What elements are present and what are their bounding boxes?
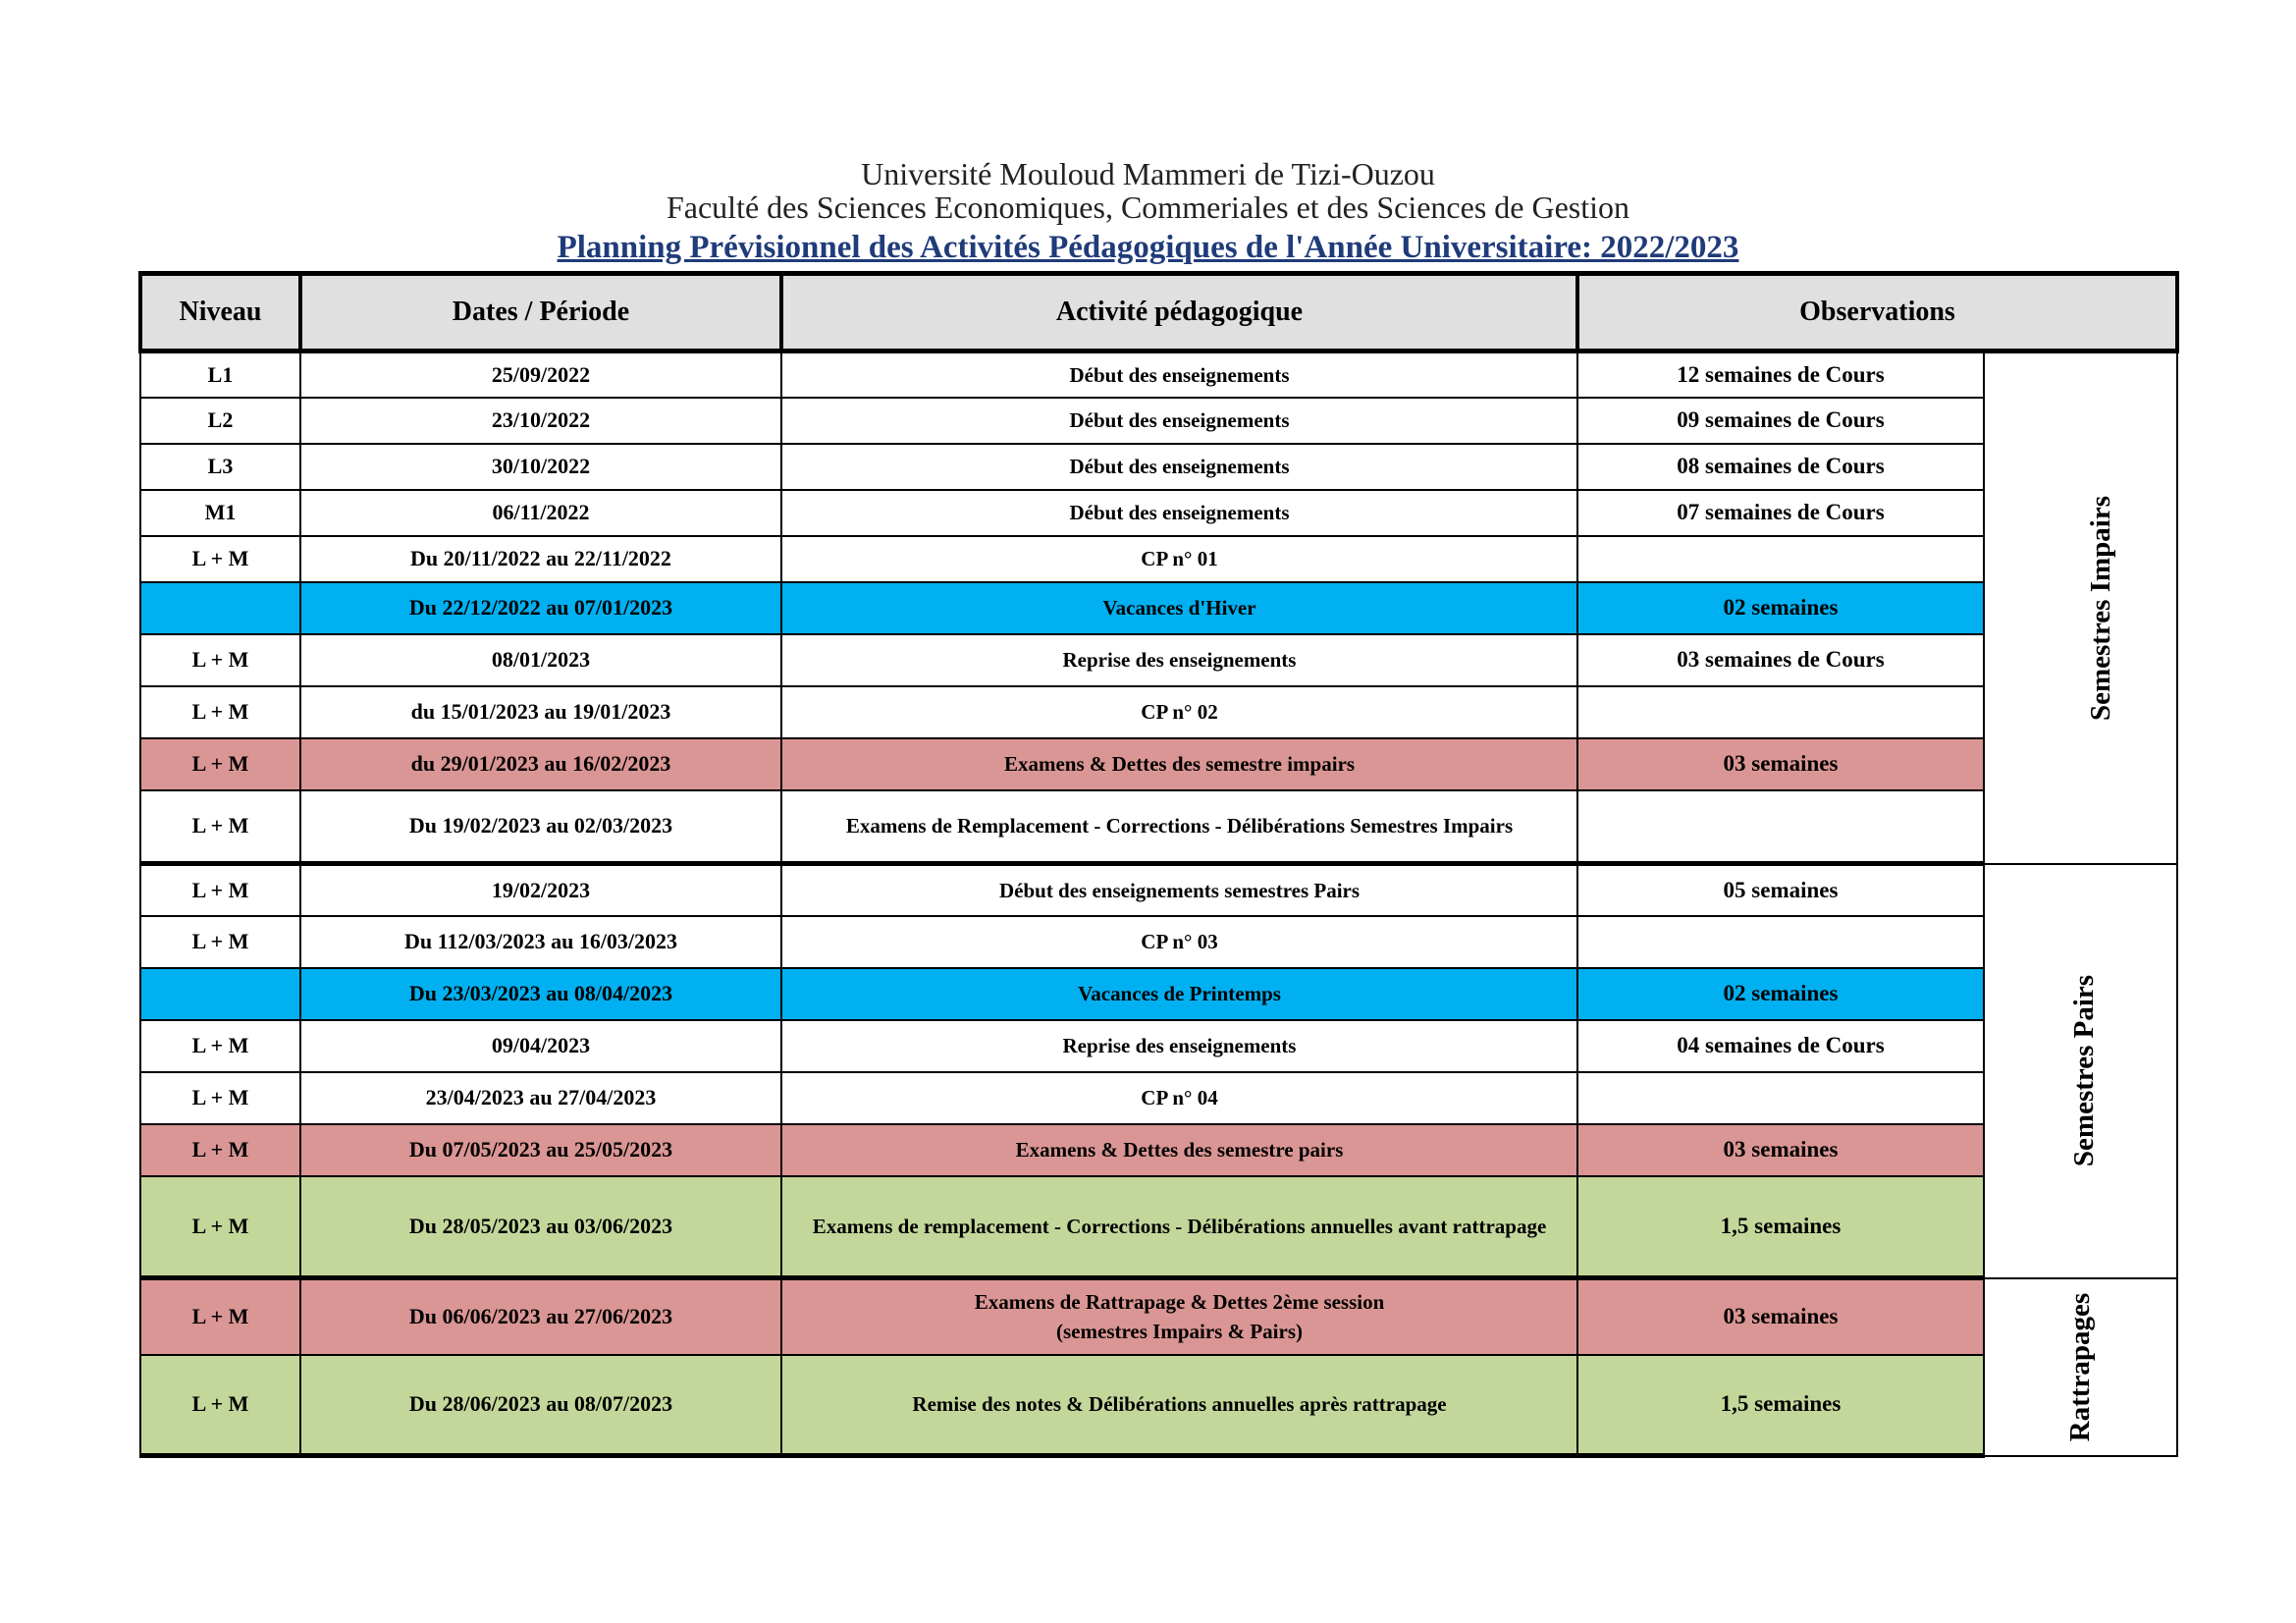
activite-cell: Début des enseignements <box>781 490 1577 536</box>
dates-cell: 23/10/2022 <box>300 398 781 444</box>
dates-cell: 08/01/2023 <box>300 634 781 686</box>
niveau-cell: L + M <box>140 790 300 864</box>
niveau-cell: L + M <box>140 1176 300 1278</box>
dates-cell: Du 28/05/2023 au 03/06/2023 <box>300 1176 781 1278</box>
activite-cell: Début des enseignements <box>781 352 1577 398</box>
activite-line-2: (semestres Impairs & Pairs) <box>1056 1320 1303 1344</box>
niveau-cell: L + M <box>140 1072 300 1124</box>
dates-cell: 06/11/2022 <box>300 490 781 536</box>
table-row <box>140 1072 2177 1124</box>
activite-cell: Vacances de Printemps <box>781 968 1577 1020</box>
column-header-activite: Activité pédagogique <box>781 274 1577 352</box>
activite-cell: Examens de remplacement - Corrections - Délibérations annuelles avant rattrapage <box>781 1176 1577 1278</box>
observations-cell <box>1577 916 1984 968</box>
table-row-vacances <box>140 582 2177 634</box>
table-row <box>140 490 2177 536</box>
niveau-cell: L + M <box>140 1020 300 1072</box>
activite-cell: Début des enseignements <box>781 398 1577 444</box>
group-label-text: Semestres Impairs <box>2085 495 2117 721</box>
dates-cell: 30/10/2022 <box>300 444 781 490</box>
dates-cell: 09/04/2023 <box>300 1020 781 1072</box>
university-name: Université Mouloud Mammeri de Tizi-Ouzou <box>861 156 1435 191</box>
table-row <box>140 864 2177 916</box>
observations-cell: 1,5 semaines <box>1577 1355 1984 1456</box>
niveau-cell <box>140 968 300 1020</box>
observations-cell: 03 semaines <box>1577 1278 1984 1355</box>
activite-cell: Remise des notes & Délibérations annuelles après rattrapage <box>781 1355 1577 1456</box>
table-row-examens <box>140 1124 2177 1176</box>
table-row-deliberations <box>140 1176 2177 1278</box>
activite-cell: CP n° 03 <box>781 916 1577 968</box>
table-row-rattrapage <box>140 1278 2177 1355</box>
niveau-cell: L + M <box>140 864 300 916</box>
observations-cell <box>1577 1072 1984 1124</box>
activite-cell: Début des enseignements semestres Pairs <box>781 864 1577 916</box>
activite-cell: Examens de Remplacement - Corrections - Délibérations Semestres Impairs <box>781 790 1577 864</box>
niveau-cell: M1 <box>140 490 300 536</box>
observations-cell: 03 semaines <box>1577 1124 1984 1176</box>
group-label-rattrapages <box>1984 1278 2177 1456</box>
observations-cell: 04 semaines de Cours <box>1577 1020 1984 1072</box>
table-row <box>140 1020 2177 1072</box>
dates-cell: du 29/01/2023 au 16/02/2023 <box>300 738 781 790</box>
observations-cell: 03 semaines <box>1577 738 1984 790</box>
observations-cell <box>1577 536 1984 582</box>
dates-cell: Du 28/06/2023 au 08/07/2023 <box>300 1355 781 1456</box>
table-row <box>140 686 2177 738</box>
dates-cell: Du 23/03/2023 au 08/04/2023 <box>300 968 781 1020</box>
group-label-text: Semestres Pairs <box>2068 974 2101 1167</box>
activite-cell: Reprise des enseignements <box>781 634 1577 686</box>
column-header-dates: Dates / Période <box>300 274 781 352</box>
table-row-examens <box>140 738 2177 790</box>
niveau-cell: L3 <box>140 444 300 490</box>
table-row <box>140 352 2177 398</box>
observations-cell: 1,5 semaines <box>1577 1176 1984 1278</box>
niveau-cell: L + M <box>140 738 300 790</box>
planning-table <box>138 271 2179 1458</box>
dates-cell: Du 20/11/2022 au 22/11/2022 <box>300 536 781 582</box>
activite-cell: CP n° 02 <box>781 686 1577 738</box>
dates-cell: Du 19/02/2023 au 02/03/2023 <box>300 790 781 864</box>
table-row <box>140 916 2177 968</box>
niveau-cell: L + M <box>140 1124 300 1176</box>
niveau-cell: L1 <box>140 352 300 398</box>
table-row <box>140 790 2177 864</box>
dates-cell: 19/02/2023 <box>300 864 781 916</box>
group-label-semestres-impairs <box>1984 352 2177 864</box>
observations-cell: 02 semaines <box>1577 582 1984 634</box>
activite-cell: CP n° 04 <box>781 1072 1577 1124</box>
page-title: Planning Prévisionnel des Activités Pédagogiques de l'Année Universitaire: 2022/2023 <box>557 230 1739 265</box>
activite-cell: Vacances d'Hiver <box>781 582 1577 634</box>
column-header-observations: Observations <box>1577 274 2177 352</box>
observations-cell: 09 semaines de Cours <box>1577 398 1984 444</box>
table-row-vacances <box>140 968 2177 1020</box>
observations-cell: 05 semaines <box>1577 864 1984 916</box>
group-label-semestres-pairs <box>1984 864 2177 1278</box>
dates-cell: du 15/01/2023 au 19/01/2023 <box>300 686 781 738</box>
observations-cell: 02 semaines <box>1577 968 1984 1020</box>
niveau-cell: L2 <box>140 398 300 444</box>
observations-cell <box>1577 790 1984 864</box>
activite-cell: Examens & Dettes des semestre impairs <box>781 738 1577 790</box>
table-row-deliberations <box>140 1355 2177 1456</box>
niveau-cell: L + M <box>140 1355 300 1456</box>
niveau-cell: L + M <box>140 536 300 582</box>
activite-cell <box>781 1278 1577 1355</box>
dates-cell: Du 22/12/2022 au 07/01/2023 <box>300 582 781 634</box>
observations-cell: 03 semaines de Cours <box>1577 634 1984 686</box>
niveau-cell: L + M <box>140 634 300 686</box>
observations-cell: 12 semaines de Cours <box>1577 352 1984 398</box>
dates-cell: Du 112/03/2023 au 16/03/2023 <box>300 916 781 968</box>
activite-cell: Reprise des enseignements <box>781 1020 1577 1072</box>
table-row <box>140 398 2177 444</box>
niveau-cell <box>140 582 300 634</box>
observations-cell: 08 semaines de Cours <box>1577 444 1984 490</box>
dates-cell: Du 07/05/2023 au 25/05/2023 <box>300 1124 781 1176</box>
niveau-cell: L + M <box>140 1278 300 1355</box>
activite-line-1: Examens de Rattrapage & Dettes 2ème session <box>974 1290 1385 1315</box>
observations-cell <box>1577 686 1984 738</box>
table-row <box>140 536 2177 582</box>
dates-cell: 25/09/2022 <box>300 352 781 398</box>
group-label-text: Rattrapages <box>2063 1292 2096 1441</box>
table-row <box>140 444 2177 490</box>
activite-cell: Examens & Dettes des semestre pairs <box>781 1124 1577 1176</box>
dates-cell: Du 06/06/2023 au 27/06/2023 <box>300 1278 781 1355</box>
table-row <box>140 634 2177 686</box>
dates-cell: 23/04/2023 au 27/04/2023 <box>300 1072 781 1124</box>
table-header-row <box>140 274 2177 352</box>
column-header-niveau: Niveau <box>140 274 300 352</box>
niveau-cell: L + M <box>140 686 300 738</box>
observations-cell: 07 semaines de Cours <box>1577 490 1984 536</box>
activite-cell: CP n° 01 <box>781 536 1577 582</box>
faculty-name: Faculté des Sciences Economiques, Commeriales et des Sciences de Gestion <box>666 189 1630 225</box>
niveau-cell: L + M <box>140 916 300 968</box>
activite-cell: Début des enseignements <box>781 444 1577 490</box>
